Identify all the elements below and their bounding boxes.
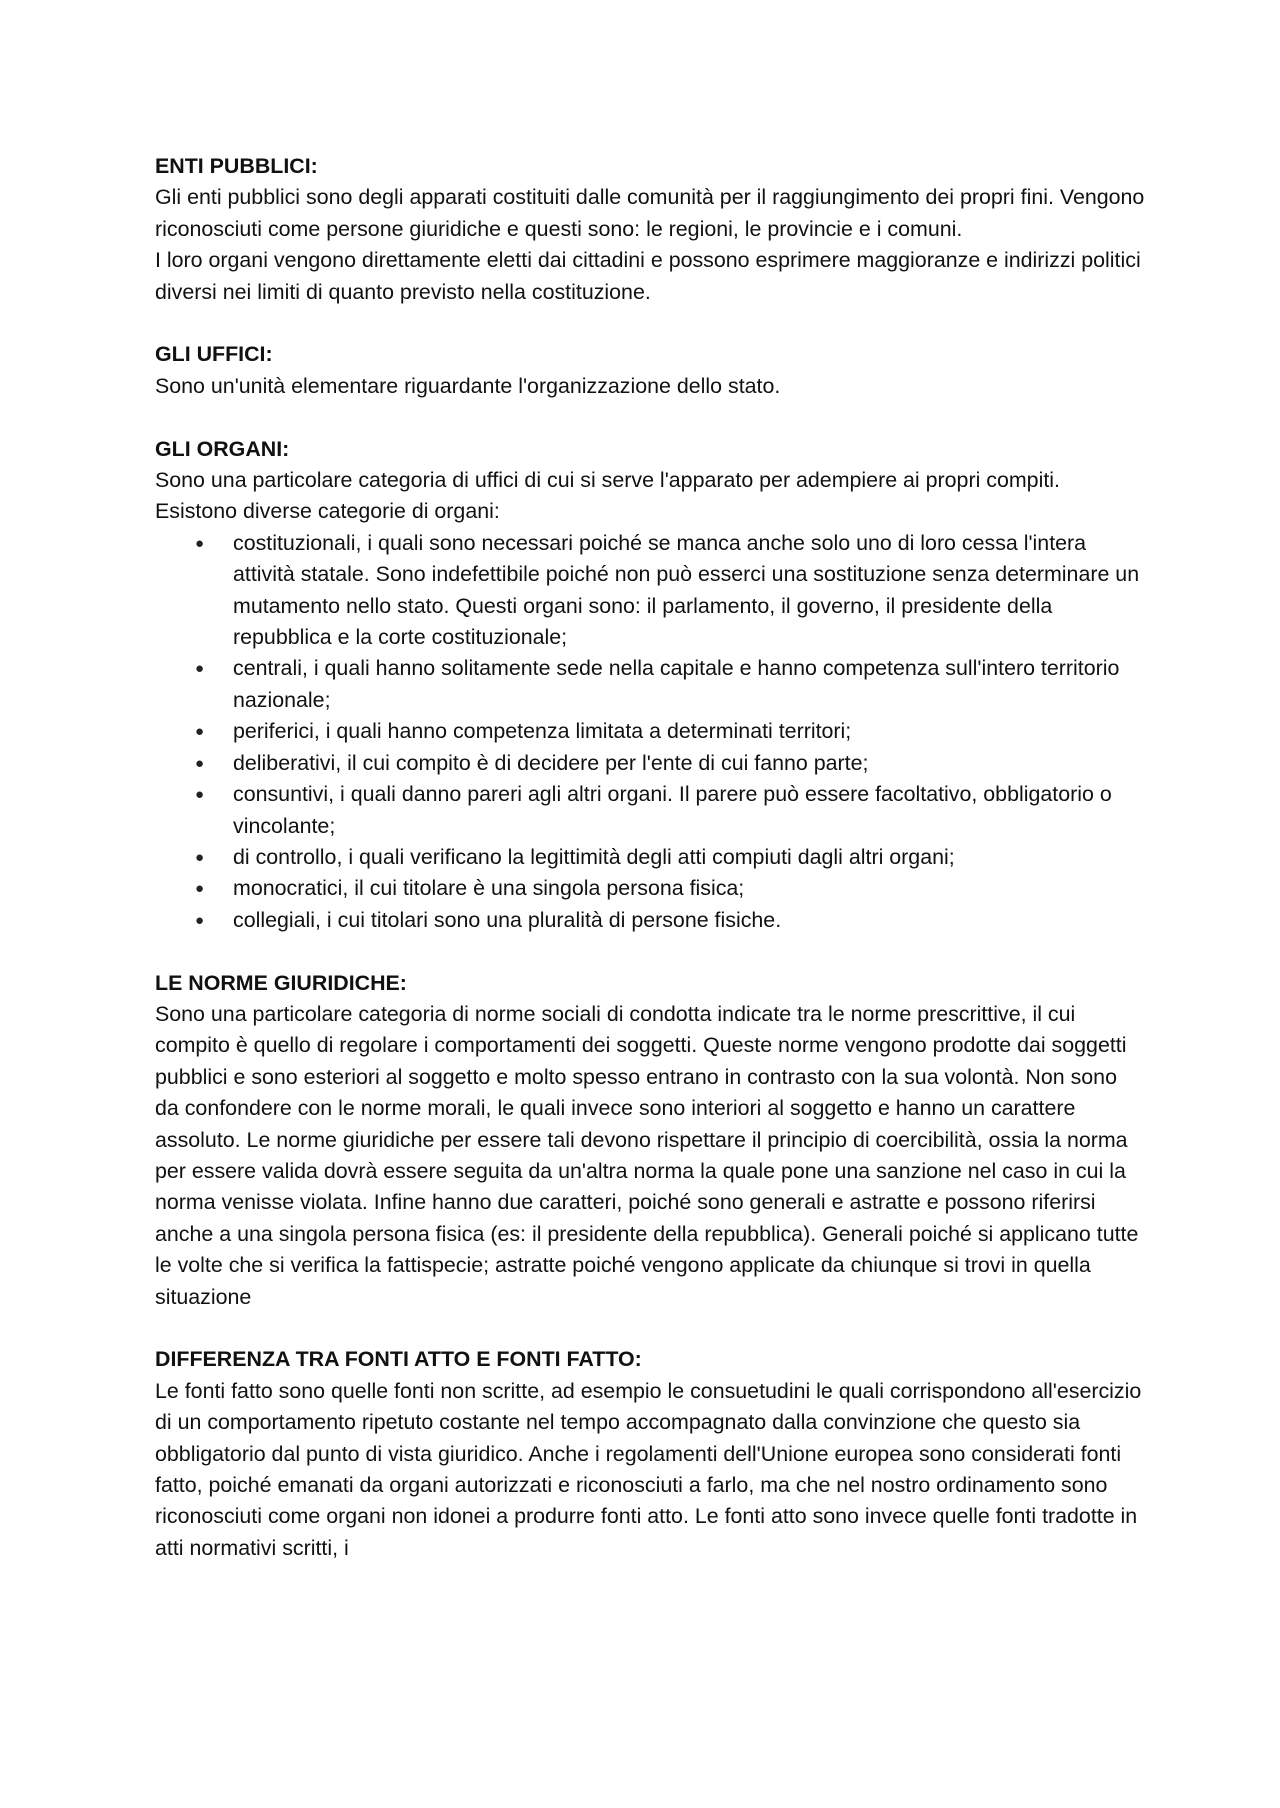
section-paragraph: Sono una particolare categoria di uffici di cui si serve l'apparato per adempiere ai propri compiti. Esistono diverse categorie di organi: [155, 468, 1060, 524]
section-paragraph: Le fonti fatto sono quelle fonti non scritte, ad esempio le consuetudini le quali corrispondono all'esercizio di un comportamento ripetuto costante nel tempo accompagnato dalla convinzione che questo sia obbligatorio dal punto di vista giuridico. Anche i regolamenti dell'Unione europea sono considerati fonti fatto, poiché emanati da organi autorizzati e riconosciuti a farlo, ma che nel nostro ordinamento sono riconosciuti come organi non idonei a produrre fonti atto. Le fonti atto sono invece quelle fonti tradotte in atti normativi scritti, i [155, 1378, 1142, 1560]
section-gli-organi [155, 434, 1145, 937]
list-item: ● centrali, i quali hanno solitamente sede nella capitale e hanno competenza sull'intero territorio nazionale; [155, 653, 1145, 716]
document-page [155, 151, 1145, 1564]
list-item: ● collegiali, i cui titolari sono una pluralità di persone fisiche. [155, 905, 1145, 936]
list-item: ● deliberativi, il cui compito è di decidere per l'ente di cui fanno parte; [155, 748, 1145, 779]
section-paragraph: Sono un'unità elementare riguardante l'organizzazione dello stato. [155, 373, 781, 398]
list-item: ● costituzionali, i quali sono necessari poiché se manca anche solo uno di loro cessa l'intera attività statale. Sono indefettibile poiché non può esserci una sostituzione senza determinare un mutamento nello stato. Questi organi sono: il parlamento, il governo, il presidente della repubblica e la corte costituzionale; [155, 528, 1145, 654]
list-item: ● consuntivi, i quali danno pareri agli altri organi. Il parere può essere facoltativo, obbligatorio o vincolante; [155, 779, 1145, 842]
list-item: ● periferici, i quali hanno competenza limitata a determinati territori; [155, 716, 1145, 747]
section-heading: DIFFERENZA TRA FONTI ATTO E FONTI FATTO: [155, 1347, 642, 1372]
section-norme-giuridiche [155, 968, 1145, 1313]
organi-bullet-list [155, 528, 1145, 936]
section-heading: GLI ORGANI: [155, 436, 290, 461]
section-paragraph: Sono una particolare categoria di norme sociali di condotta indicate tra le norme prescrittive, il cui compito è quello di regolare i comportamenti dei soggetti. Queste norme vengono prodotte dai soggetti pubblici e sono esteriori al soggetto e molto spesso entrano in contrasto con la sua volontà. Non sono da confondere con le norme morali, le quali invece sono interiori al soggetto e hanno un carattere assoluto. Le norme giuridiche per essere tali devono rispettare il principio di coercibilità, ossia la norma per essere valida dovrà essere seguita da un'altra norma la quale pone una sanzione nel caso in cui la norma venisse violata. Infine hanno due caratteri, poiché sono generali e astratte e possono riferirsi anche a una singola persona fisica (es: il presidente della repubblica). Generali poiché si applicano tutte le volte che si verifica la fattispecie; astratte poiché vengono applicate da chiunque si trovi in quella situazione [155, 1001, 1139, 1309]
section-heading: GLI UFFICI: [155, 342, 273, 367]
section-heading: LE NORME GIURIDICHE: [155, 970, 407, 995]
section-paragraph: I loro organi vengono direttamente eletti dai cittadini e possono esprimere maggioranze e indirizzi politici diversi nei limiti di quanto previsto nella costituzione. [155, 248, 1141, 304]
list-item: ● di controllo, i quali verificano la legittimità degli atti compiuti dagli altri organi; [155, 842, 1145, 873]
section-gli-uffici [155, 339, 1145, 402]
section-enti-pubblici [155, 151, 1145, 308]
section-heading: ENTI PUBBLICI: [155, 154, 318, 178]
section-fonti-atto-fatto [155, 1344, 1145, 1564]
section-paragraph: Gli enti pubblici sono degli apparati costituiti dalle comunità per il raggiungimento dei propri fini. Vengono riconosciuti come persone giuridiche e questi sono: le regioni, le provincie e i comuni. [155, 185, 1145, 241]
list-item: ● monocratici, il cui titolare è una singola persona fisica; [155, 873, 1145, 904]
